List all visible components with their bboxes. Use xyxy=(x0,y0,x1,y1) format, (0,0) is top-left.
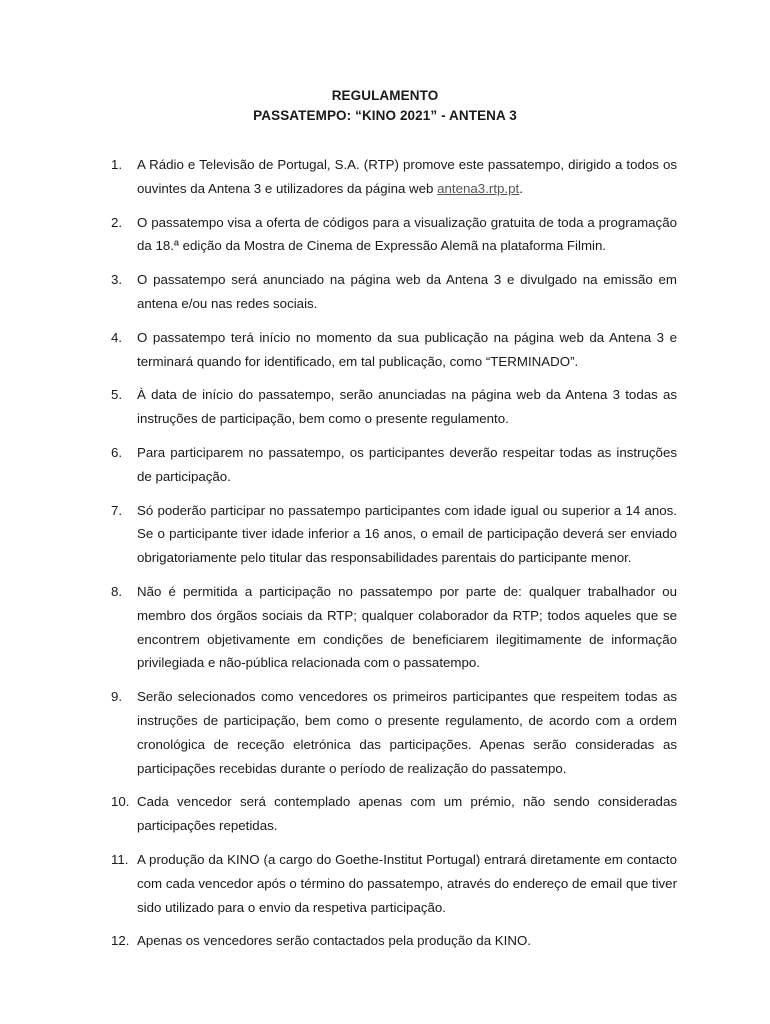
rule-item-1 xyxy=(0,153,770,201)
rule-text: Para participarem no passatempo, os participantes deverão respeitar todas as instruções de participação. xyxy=(137,444,677,484)
rule-item-3 xyxy=(0,268,770,316)
rule-text: O passatempo será anunciado na página web da Antena 3 e divulgado na emissão em antena e/ou nas redes sociais. xyxy=(137,272,677,311)
rule-text-end: . xyxy=(519,180,523,196)
rules-list xyxy=(0,153,770,963)
rule-text: O passatempo terá início no momento da sua publicação na página web da Antena 3 e terminará quando for identificado, em tal publicação, como “TERMINADO”. xyxy=(137,329,677,369)
rule-number: 2. xyxy=(111,214,123,230)
rule-number: 12. xyxy=(111,933,130,949)
rule-number: 1. xyxy=(111,157,123,172)
rule-text: Não é permitida a participação no passatempo por parte de: qualquer trabalhador ou membro dos órgãos sociais da RTP; qualquer colaborador da RTP; todos aqueles que se encontrem objetivamente em condições de beneficiarem ilegitimamente de informação privilegiada e não-pública relacionada com o passatempo. xyxy=(137,583,677,671)
rule-number: 8. xyxy=(111,583,123,599)
rule-number: 6. xyxy=(111,444,123,460)
rule-text: Só poderão participar no passatempo participantes com idade igual ou superior a 14 anos. Se o participante tiver idade inferior a 16 anos, o email de participação deverá ser enviado obrigatoriamente pelo titular das responsabilidades parentais do participante menor. xyxy=(137,502,677,566)
website-link[interactable]: antena3.rtp.pt xyxy=(437,180,520,196)
rule-text: À data de início do passatempo, serão anunciadas na página web da Antena 3 todas as instruções de participação, bem como o presente regulamento. xyxy=(137,387,677,427)
rule-item-4 xyxy=(0,326,770,374)
rule-text: O passatempo visa a oferta de códigos para a visualização gratuita de toda a programação da 18.ª edição da Mostra de Cinema de Expressão Alemã na plataforma Filmin. xyxy=(137,214,677,254)
rule-text: A produção da KINO (a cargo do Goethe-Institut Portugal) entrará diretamente em contacto com cada vencedor após o término do passatempo, através do endereço de email que tiver sido utilizado para o envio da respetiva participação. xyxy=(137,851,677,915)
rule-item-6 xyxy=(0,441,770,489)
rule-text: Serão selecionados como vencedores os primeiros participantes que respeitem todas as instruções de participação, bem como o presente regulamento, de acordo com a ordem cronológica de receção eletrónica das participações. Apenas serão consideradas as participações recebidas durante o período de realização do passatempo. xyxy=(137,689,677,776)
rule-number: 7. xyxy=(111,502,123,518)
rule-number: 4. xyxy=(111,329,123,345)
rule-item-11 xyxy=(0,848,770,919)
rule-number: 9. xyxy=(111,689,123,705)
rule-number: 11. xyxy=(111,851,129,867)
rule-text: A Rádio e Televisão de Portugal, S.A. (RTP) promove este passatempo, dirigido a todos os ouvintes da Antena 3 e utilizadores da página web xyxy=(137,157,677,196)
rule-item-2 xyxy=(0,211,770,259)
rule-item-10 xyxy=(0,790,770,838)
rule-text: Apenas os vencedores serão contactados pela produção da KINO. xyxy=(137,933,531,949)
rule-item-5 xyxy=(0,383,770,431)
rule-item-7 xyxy=(0,499,770,570)
rule-item-8 xyxy=(0,580,770,675)
document-title: REGULAMENTO xyxy=(331,88,439,103)
rule-item-12 xyxy=(0,929,770,953)
rule-number: 3. xyxy=(111,272,123,288)
document-subtitle: PASSATEMPO: “KINO 2021” - ANTENA 3 xyxy=(253,108,517,123)
rule-number: 5. xyxy=(111,387,123,403)
rule-text: Cada vencedor será contemplado apenas com um prémio, não sendo consideradas participações repetidas. xyxy=(137,794,677,834)
rule-item-9 xyxy=(0,685,770,780)
rule-number: 10. xyxy=(111,794,130,810)
